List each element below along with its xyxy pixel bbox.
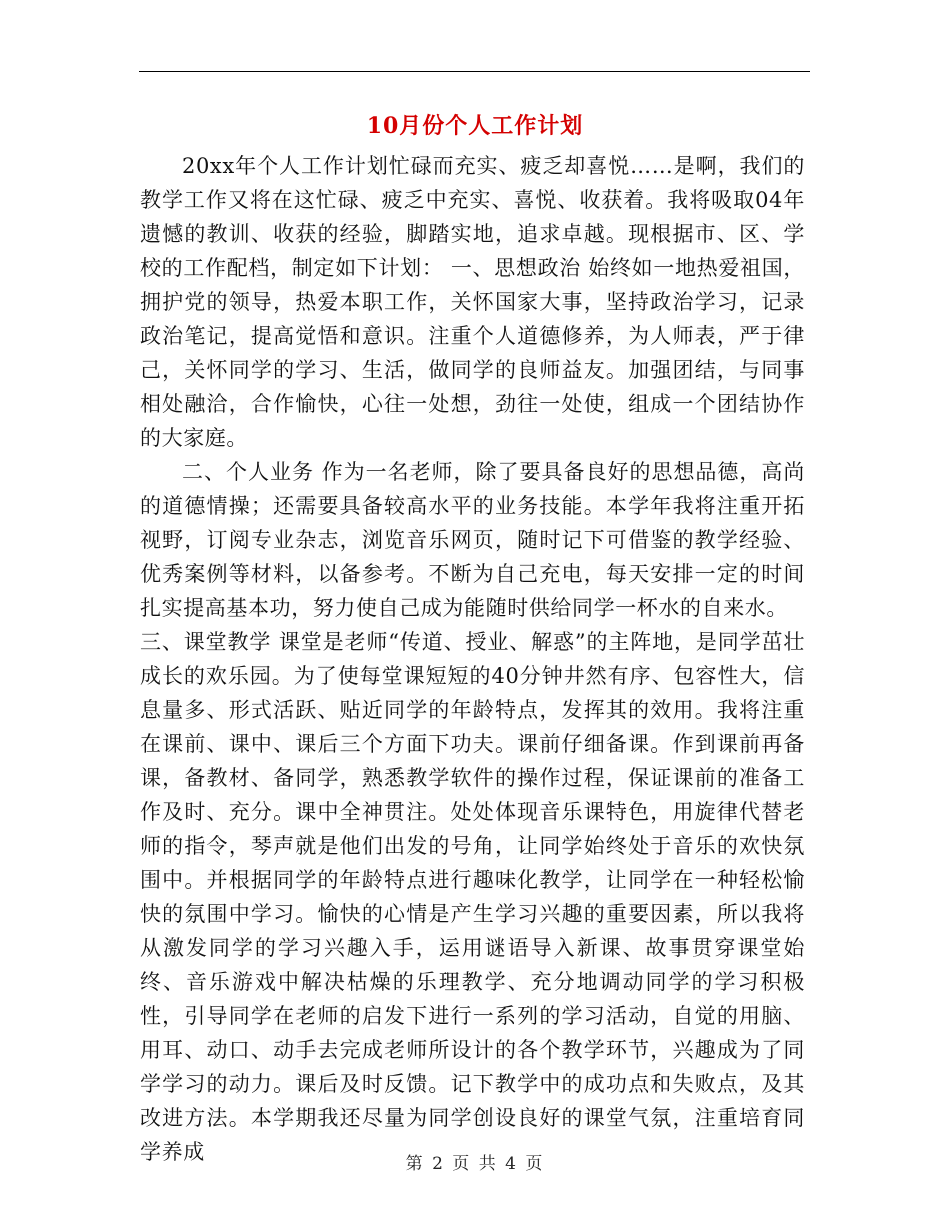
paragraph-3: 三、课堂教学 课堂是老师“传道、授业、解惑”的主阵地，是同学茁壮成长的欢乐园。为了使每堂课短短的40分钟井然有序、包容性大，信息量多、形式活跃、贴近同学的年龄特点，发挥其的效用。我将注重在课前、课中、课后三个方面下功夫。课前仔细备课。作到课前再备课，备教材、备同学，熟悉教学软件的操作过程，保证课前的准备工作及时、充分。课中全神贯注。处处体现音乐课特色，用旋律代替老师的指令，琴声就是他们出发的号角，让同学始终处于音乐的欢快氛围中。并根据同学的年龄特点进行趣味化教学，让同学在一种轻松愉快的氛围中学习。愉快的心情是产生学习兴趣的重要因素，所以我将从激发同学的学习兴趣入手，运用谜语导入新课、故事贯穿课堂始终、音乐游戏中解决枯燥的乐理教学、充分地调动同学的学习积极性，引导同学在老师的启发下进行一系列的学习活动，自觉的用脑、用耳、动口、动手去完成老师所设计的各个教学环节，兴趣成为了同学学习的动力。课后及时反馈。记下教学中的成功点和失败点，及其改进方法。本学期我还尽量为同学创设良好的课堂气氛，注重培育同学养成 [140,630,805,1164]
paragraph-2: 二、个人业务 作为一名老师，除了要具备良好的思想品德，高尚的道德情操；还需要具备较高水平的业务技能。本学年我将注重开拓视野，订阅专业杂志，浏览音乐网页，随时记下可借鉴的教学经验、优秀案例等材料，以备参考。不断为自己充电，每天安排一定的时间扎实提高基本功，努力使自己成为能随时供给同学一杯水的自来水。 [140,460,805,620]
document-title: 10月份个人工作计划 [366,113,584,139]
document-body [140,149,805,1169]
paragraph-1: 20xx年个人工作计划忙碌而充实、疲乏却喜悦……是啊，我们的教学工作又将在这忙碌、疲乏中充实、喜悦、收获着。我将吸取04年遗憾的教训、收获的经验，脚踏实地，追求卓越。现根据市、区、学校的工作配档，制定如下计划： 一、思想政治 始终如一地热爱祖国，拥护党的领导，热爱本职工作，关怀国家大事，坚持政治学习，记录政治笔记，提高觉悟和意识。注重个人道德修养，为人师表，严于律己，关怀同学的学习、生活，做同学的良师益友。加强团结，与同事相处融洽，合作愉快，心往一处想，劲往一处使，组成一个团结协作的大家庭。 [140,154,805,450]
page-number-footer: 第 2 页 共 4 页 [405,1154,545,1174]
header-rule [139,71,810,72]
